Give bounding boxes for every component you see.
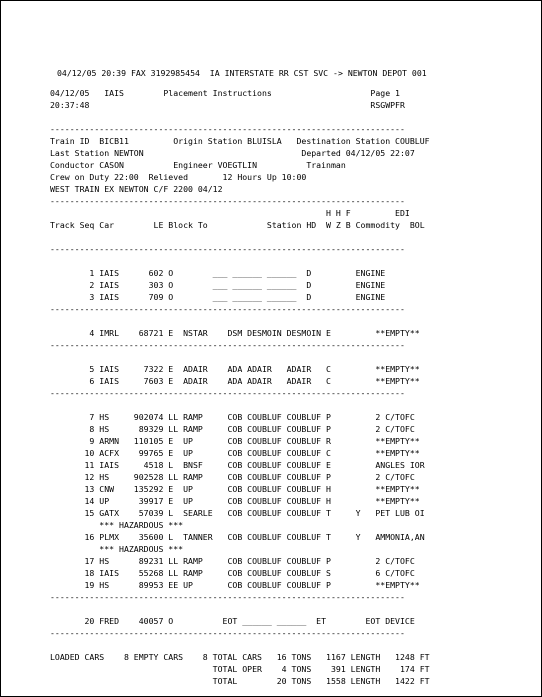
car-row: 1 IAIS 602 O ___ ______ ______ D ENGINE <box>50 268 386 278</box>
car-row: 20 FRED 40057 O EOT ______ ______ ET EOT DEVICE <box>50 616 415 626</box>
car-group-desmoin <box>50 327 520 339</box>
car-row: 14 UP 39917 E UP COB COUBLUF COUBLUF H **EMPTY** <box>50 496 420 506</box>
car-row: 4 IMRL 68721 E NSTAR DSM DESMOIN DESMOIN E **EMPTY** <box>50 328 420 338</box>
car-row: 2 IAIS 303 O ___ ______ ______ D ENGINE <box>50 280 386 290</box>
car-row: 5 IAIS 7322 E ADAIR ADA ADAIR ADAIR C **EMPTY** <box>50 364 420 374</box>
car-row: 9 ARMN 110105 E UP COB COUBLUF COUBLUF R **EMPTY** <box>50 436 420 446</box>
crew-duty-line: Crew on Duty 22:00 Relieved 12 Hours Up 10:00 <box>50 172 307 182</box>
report-header-line: 04/12/05 IAIS Placement Instructions Page 1 <box>50 88 400 98</box>
hazardous-note: *** HAZARDOUS *** <box>50 544 184 554</box>
last-station-line: Last Station NEWTON Departed 04/12/05 22:07 <box>50 148 415 158</box>
car-row: 12 HS 902528 LL RAMP COB COUBLUF COUBLUF P 2 C/TOFC <box>50 472 415 482</box>
totals-line: TOTAL 20 TONS 1558 LENGTH 1422 FT <box>50 676 430 686</box>
train-note-line: WEST TRAIN EX NEWTON C/F 2200 04/12 <box>50 184 223 194</box>
car-row: 8 HS 89329 LL RAMP COB COUBLUF COUBLUF P 2 C/TOFC <box>50 424 415 434</box>
report-header <box>50 87 520 111</box>
car-row: 17 HS 89231 LL RAMP COB COUBLUF COUBLUF P 2 C/TOFC <box>50 556 415 566</box>
car-group-engines <box>50 267 520 303</box>
train-info <box>50 135 520 195</box>
separator-line: ------------------------------------------------------------------------ <box>50 124 405 134</box>
separator-line: ------------------------------------------------------------------------ <box>50 304 405 314</box>
car-row: 16 PLMX 35600 L TANNER COB COUBLUF COUBLUF T Y AMMONIA,AN <box>50 532 425 542</box>
car-row: 6 IAIS 7603 E ADAIR ADA ADAIR ADAIR C **EMPTY** <box>50 376 420 386</box>
separator-line: ------------------------------------------------------------------------ <box>50 628 405 638</box>
car-row: 10 ACFX 99765 E UP COB COUBLUF COUBLUF C **EMPTY** <box>50 448 420 458</box>
car-group-coubluf <box>50 411 520 591</box>
column-header <box>50 207 520 231</box>
car-row: 3 IAIS 709 O ___ ______ ______ D ENGINE <box>50 292 386 302</box>
car-group-adair <box>50 363 520 387</box>
totals-line: LOADED CARS 8 EMPTY CARS 8 TOTAL CARS 16 TONS 1167 LENGTH 1248 FT <box>50 652 430 662</box>
report-header-line: 20:37:48 RSGWPFR <box>50 100 405 110</box>
car-row: 15 GATX 57039 L SEARLE COB COUBLUF COUBLUF T Y PET LUB OI <box>50 508 425 518</box>
crew-line: Conductor CASON Engineer VOEGTLIN Trainman <box>50 160 346 170</box>
car-row: 19 HS 89953 EE UP COB COUBLUF COUBLUF P **EMPTY** <box>50 580 420 590</box>
hazardous-note: *** HAZARDOUS *** <box>50 520 184 530</box>
totals-line: TOTAL OPER 4 TONS 391 LENGTH 174 FT <box>50 664 430 674</box>
car-row: 7 HS 902074 LL RAMP COB COUBLUF COUBLUF P 2 C/TOFC <box>50 412 415 422</box>
separator-line: ------------------------------------------------------------------------ <box>50 196 405 206</box>
separator-line: ------------------------------------------------------------------------ <box>50 244 405 254</box>
fax-header: 04/12/05 20:39 FAX 3192985454 IA INTERSTATE RR CST SVC -> NEWTON DEPOT 001 <box>57 68 427 78</box>
totals <box>50 651 520 687</box>
car-group-eot <box>50 615 520 627</box>
separator-line: ------------------------------------------------------------------------ <box>50 388 405 398</box>
train-id-line: Train ID BICB11 Origin Station BLUISLA Destination Station COUBLUF <box>50 136 430 146</box>
car-row: 18 IAIS 55268 LL RAMP COB COUBLUF COUBLUF S 6 C/TOFC <box>50 568 415 578</box>
placement-report <box>50 87 520 687</box>
separator-line: ------------------------------------------------------------------------ <box>50 340 405 350</box>
separator-line: ------------------------------------------------------------------------ <box>50 592 405 602</box>
column-header-line: Track Seq Car LE Block To Station HD W Z B Commodity BOL <box>50 220 425 230</box>
car-row: 11 IAIS 4518 L BNSF COB COUBLUF COUBLUF E ANGLES IOR <box>50 460 425 470</box>
car-row: 13 CNW 135292 E UP COB COUBLUF COUBLUF H **EMPTY** <box>50 484 420 494</box>
column-header-line: H H F EDI <box>50 208 410 218</box>
